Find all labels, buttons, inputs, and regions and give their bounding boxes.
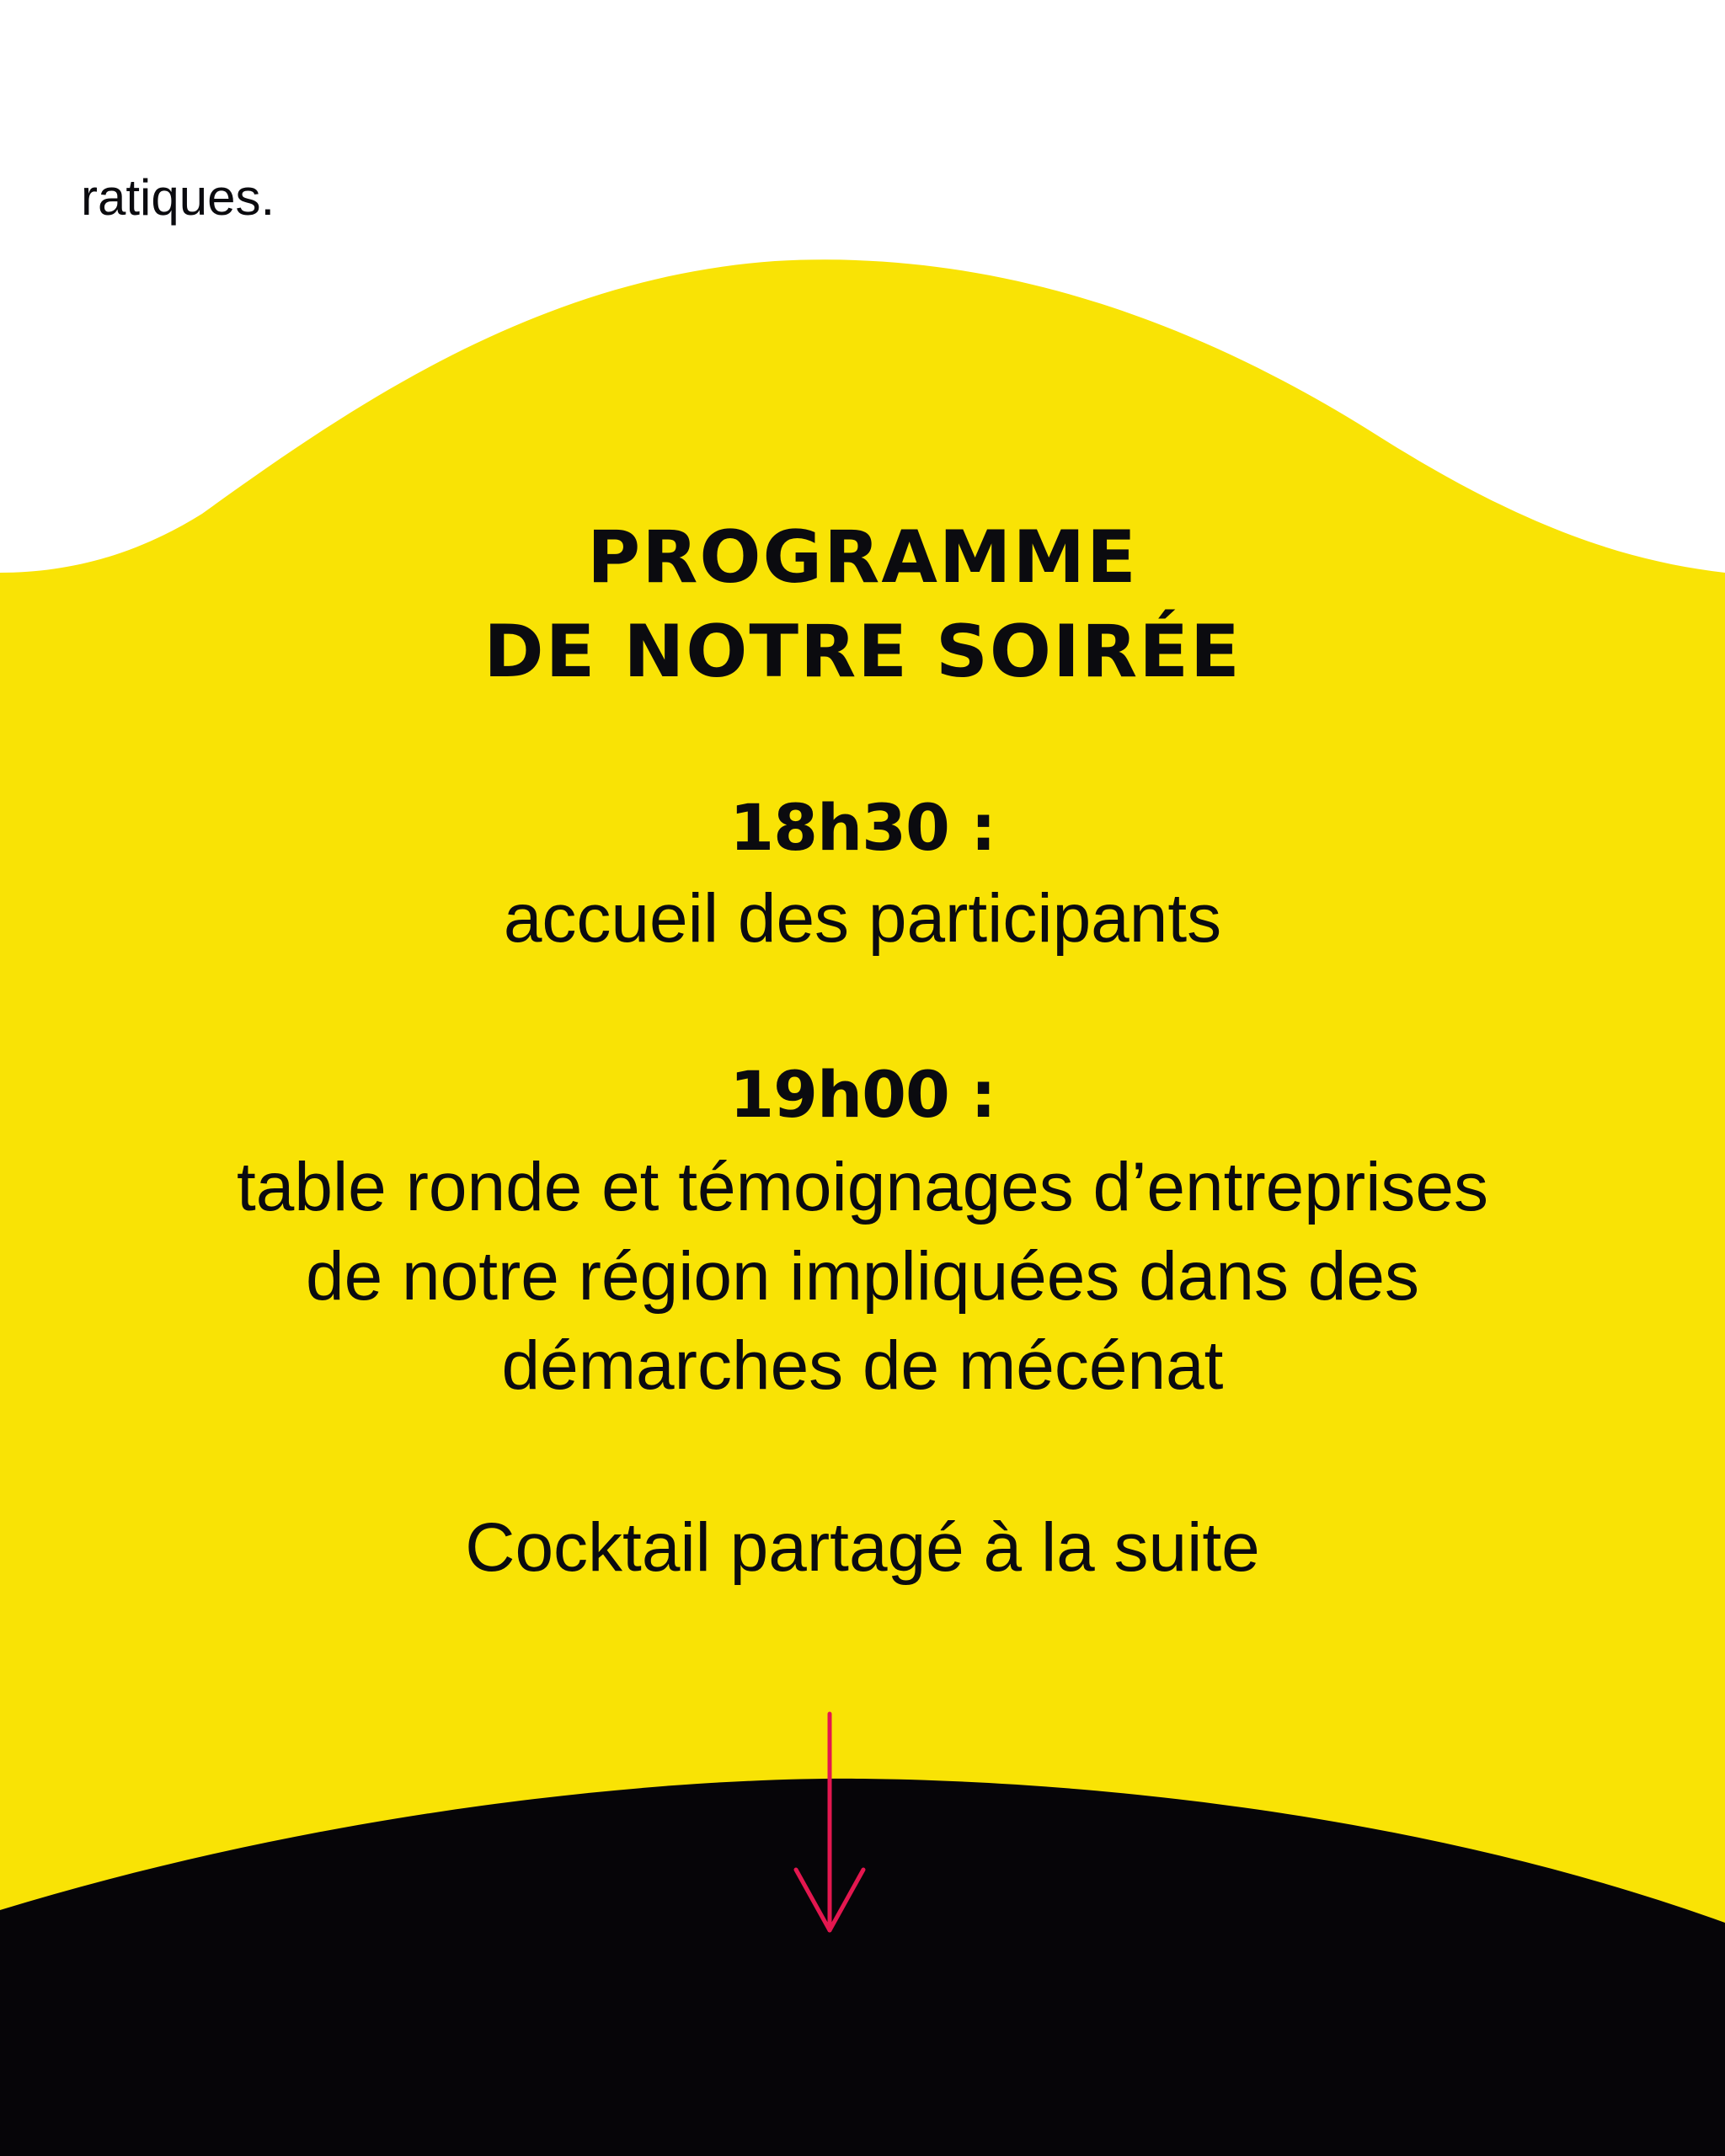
item2-description <box>0 1143 1725 1411</box>
arrow-down-icon[interactable] <box>792 1710 868 1937</box>
item2-time: 19h00 : <box>729 1057 996 1132</box>
closing-note: Cocktail partagé à la suite <box>465 1509 1260 1586</box>
item2-description-line1: table ronde et témoignages d’entreprises <box>236 1149 1489 1225</box>
item1-time: 18h30 : <box>729 790 996 865</box>
program-title-line1: PROGRAMME <box>587 515 1138 600</box>
program-title <box>0 510 1725 699</box>
item2-description-line2: de notre région impliquées dans des <box>306 1238 1419 1315</box>
item2-description-line3: démarches de mécénat <box>501 1327 1224 1404</box>
top-text-fragment: ratiques. <box>81 169 275 226</box>
item1-description: accueil des participants <box>503 880 1222 957</box>
program-title-line2: DE NOTRE SOIRÉE <box>483 610 1242 694</box>
